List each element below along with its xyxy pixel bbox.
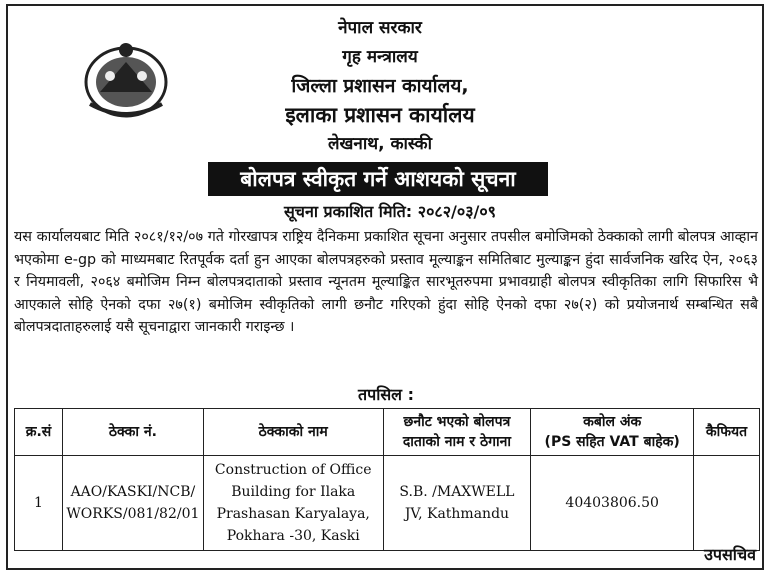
col-contract-name: ठेक्काको नाम	[203, 409, 383, 456]
contract-no-line-1: AAO/KASKI/NCB/	[70, 484, 196, 500]
header-line-5: लेखनाथ, कास्की	[327, 134, 433, 154]
header-line-3: जिल्ला प्रशासन कार्यालय,	[291, 75, 469, 97]
header-line-2: गृह मन्त्रालय	[342, 47, 418, 67]
contract-name-line-4: Pokhara -30, Kaski	[226, 528, 360, 544]
col-amount-line-1: कबोल अंक	[583, 414, 642, 430]
col-contract-no: ठेक्का नं.	[62, 409, 203, 456]
nepal-emblem-icon	[80, 32, 172, 124]
cell-contract-no	[62, 456, 203, 551]
cell-contract-name	[203, 456, 383, 551]
contract-name-line-1: Construction of Office	[214, 462, 372, 478]
table-header-row	[15, 409, 760, 456]
published-date: सूचना प्रकाशित मिति: २०८२/०३/०९	[283, 202, 496, 221]
col-bidder	[383, 409, 531, 456]
table-row	[15, 456, 760, 551]
header-line-1: नेपाल सरकार	[338, 18, 422, 38]
notice-body: यस कार्यालयबाट मिति २०८१/१२/०७ गते गोरखापत्र राष्ट्रिय दैनिकमा प्रकाशित सूचना अनुसार तपसील बमोजिमको ठेक्काको लागी बोलपत्र आव्हान भएकोमा e-gp को माध्यमबाट रितपूर्वक दर्ता हुन आएका बोलपत्रहरुको प्रस्ताव मूल्याङ्कन समितिबाट मुल्याङ्कन हुंदा सार्वजनिक खरिद ऐन, २०६३ र नियमावली, २०६४ बमोजिम निम्न बोलपत्रदाताको प्रस्ताव न्यूनतम मूल्याङ्कित सारभूतरुपमा प्रभावग्राही बोलपत्र स्वीकृतिका लागि सिफारिस भै आएकाले सोहि ऐनको दफा २७(१) बमोजिम स्वीकृतिको लागी छनौट गरिएको हुंदा सोहि ऐनको दफा २७(२) को प्रयोजनार्थ सम्बन्धित सबै बोलपत्रदाताहरुलाई यसै सूचनाद्वारा जानकारी गराइन्छ ।	[14, 229, 758, 336]
cell-bidder	[383, 456, 531, 551]
contract-name-line-2: Building for Ilaka	[231, 484, 356, 500]
signature-title: उपसचिव	[704, 545, 756, 564]
bidder-line-1: S.B. /MAXWELL	[399, 484, 515, 500]
bid-table	[14, 408, 760, 551]
cell-amount: 40403806.50	[531, 456, 694, 551]
header-line-4: इलाका प्रशासन कार्यालय	[285, 103, 475, 127]
contract-name-line-3: Prashasan Karyalaya,	[216, 506, 370, 522]
col-amount-line-2: (PS सहित VAT बाहेक)	[544, 434, 680, 450]
bidder-line-2: JV, Kathmandu	[404, 506, 510, 522]
col-amount	[531, 409, 694, 456]
cell-sn: 1	[15, 456, 63, 551]
contract-no-line-2: WORKS/081/82/01	[66, 506, 200, 522]
office-header	[200, 14, 560, 159]
col-bidder-line-2: दाताको नाम र ठेगाना	[402, 434, 512, 450]
details-heading: तपसिल :	[358, 385, 414, 404]
col-sn: क्र.सं	[15, 409, 63, 456]
notice-title: बोलपत्र स्वीकृत गर्ने आशयको सूचना	[208, 162, 548, 196]
cell-remarks	[694, 456, 760, 551]
col-remarks: कैफियत	[694, 409, 760, 456]
col-bidder-line-1: छनौट भएको बोलपत्र	[403, 414, 511, 430]
